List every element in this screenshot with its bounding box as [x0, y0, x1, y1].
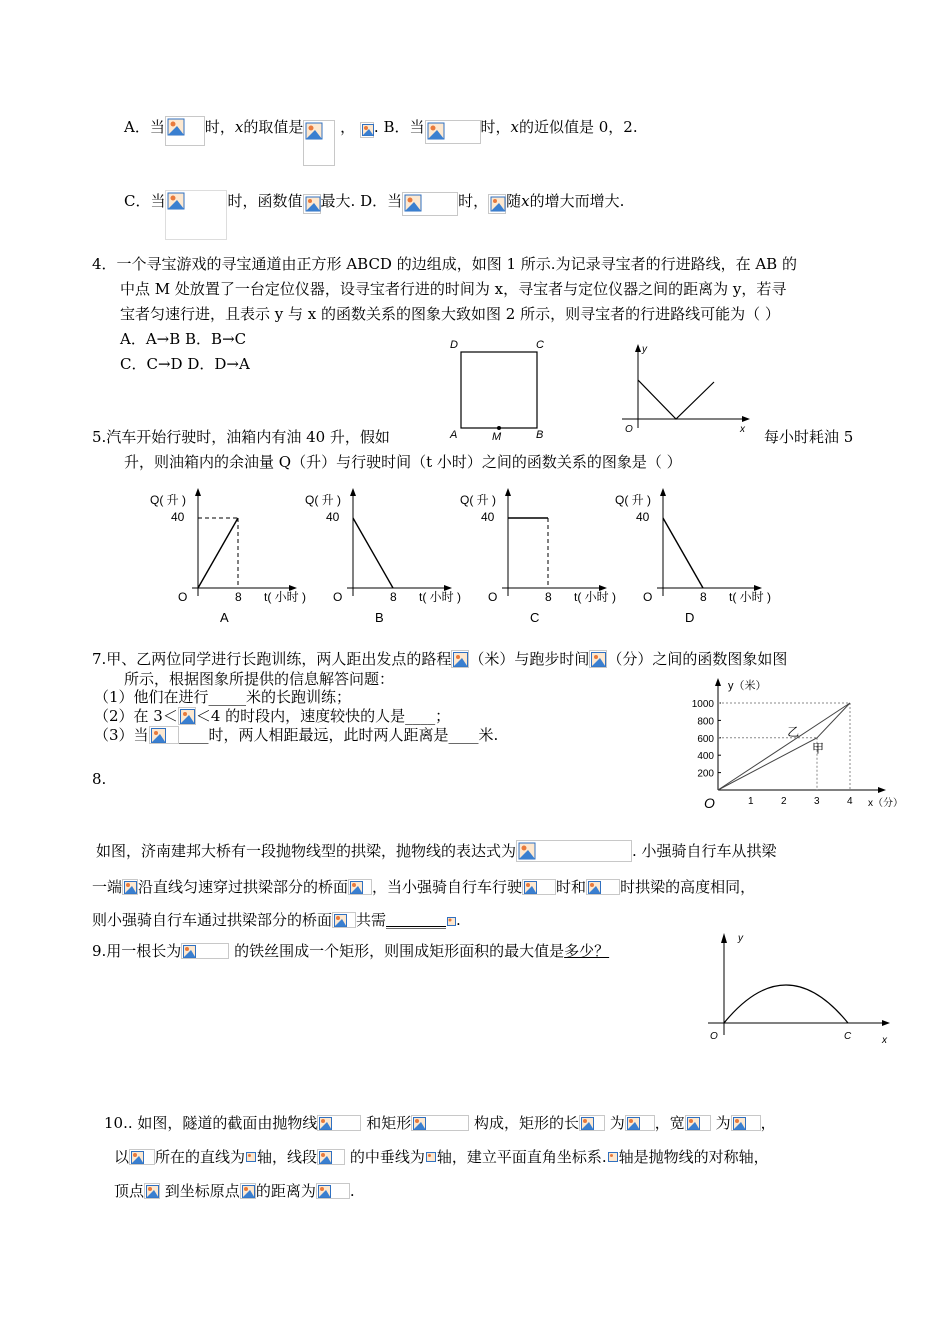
image-icon	[131, 1151, 144, 1164]
label-c: C	[844, 1031, 852, 1042]
q8-number: 8.	[92, 770, 107, 788]
graph-option-label: B	[375, 610, 384, 625]
y-arrow	[505, 488, 511, 496]
image-icon	[242, 1185, 255, 1198]
label-y: y	[738, 933, 743, 944]
q10-line1: 10.. 如图，隧道的截面由抛物线 和矩形 构成，矩形的长 为 ，宽 为 ，	[104, 1114, 776, 1132]
y-arrow	[350, 488, 356, 496]
image-icon	[146, 1185, 159, 1198]
q10-line2: 以 所在的直线为 轴，线段 的中垂线为 轴，建立平面直角坐标系. 轴是抛物线的对称轴，	[114, 1148, 769, 1166]
q7-chart	[686, 676, 916, 812]
graph-option-label: A	[220, 610, 229, 625]
image-icon	[588, 881, 601, 894]
image-icon	[305, 122, 323, 140]
formula-image	[303, 194, 321, 214]
q5-line1a: 5.汽车开始行驶时，油箱内有油 40 升，假如	[92, 428, 390, 446]
series-label-yi: 乙	[787, 725, 800, 740]
formula-image	[240, 1183, 256, 1199]
label-a: A	[450, 429, 458, 441]
x-tick-label: 2	[781, 796, 787, 807]
formula-image	[425, 120, 481, 144]
image-icon	[427, 122, 445, 140]
q7-sub1: （1）他们在进行_____米的长跑训练；	[94, 688, 352, 706]
formula-image	[685, 1115, 711, 1131]
formula-image	[446, 916, 456, 926]
image-icon	[334, 914, 347, 927]
label-o: O	[710, 1031, 718, 1042]
y-axis-label: Q( 升 )	[305, 493, 341, 507]
label-o: O	[625, 424, 633, 435]
image-icon	[426, 1152, 436, 1162]
image-icon	[518, 842, 536, 860]
y-arrow	[635, 344, 641, 352]
x-axis-label: t( 小时 )	[729, 590, 771, 604]
x-arrow	[742, 416, 750, 422]
function-line	[638, 380, 714, 419]
x-tick-label: 8	[700, 590, 707, 604]
image-icon	[151, 728, 166, 743]
x-tick-label: 4	[847, 796, 853, 807]
formula-image	[245, 1151, 257, 1163]
function-line	[353, 518, 393, 588]
q5-graphs	[140, 488, 790, 628]
y-tick-label: 40	[481, 510, 495, 524]
point-m	[497, 426, 501, 430]
formula-image	[360, 122, 374, 138]
image-icon	[490, 196, 506, 212]
label-x: x	[882, 1035, 887, 1046]
formula-image	[317, 1115, 361, 1131]
formula-image	[316, 1183, 350, 1199]
formula-image	[516, 840, 632, 862]
q7-sub3: （3）当 ____时，两人相距最远，此时两人距离是____米.	[94, 726, 499, 744]
q8-line1: 如图，济南建邦大桥有一段抛物线型的拱梁，抛物线的表达式为 . 小强骑自行车从拱梁	[96, 842, 777, 860]
formula-image	[451, 650, 469, 668]
q5-line1b: 每小时耗油 5	[764, 428, 854, 446]
x-tick-label: 1	[748, 796, 754, 807]
image-icon	[627, 1117, 640, 1130]
q5-graph-A	[150, 488, 306, 625]
label-m: M	[492, 431, 502, 443]
image-icon	[318, 1185, 331, 1198]
y-tick-label: 600	[697, 733, 714, 745]
formula-image	[488, 194, 506, 214]
q3-option-a: A．当 时，x的取值是 ， . B．当 时，x的近似值是 0，2.	[124, 116, 638, 166]
y-tick-label: 40	[171, 510, 185, 524]
q7-sub2: （2）在 3＜ ＜4 的时段内，速度较快的人是____；	[94, 707, 451, 725]
q4-line2: 中点 M 处放置了一台定位仪器，设寻宝者行进的时间为 x，寻宝者与定位仪器之间的距离为 y，若寻	[120, 280, 787, 298]
formula-image	[607, 1151, 619, 1163]
image-icon	[453, 652, 468, 667]
y-axis-label: Q( 升 )	[150, 493, 186, 507]
x-axis-label: x（分）	[868, 798, 903, 809]
x-arrow	[882, 1020, 890, 1026]
formula-image	[144, 1183, 160, 1199]
label-d: D	[450, 339, 458, 351]
y-tick-label: 200	[697, 768, 714, 780]
x-tick-label: 8	[545, 590, 552, 604]
q5-graph-D	[615, 488, 771, 625]
image-icon	[687, 1117, 700, 1130]
y-axis-label: y（米）	[728, 680, 767, 692]
image-icon	[124, 881, 137, 894]
q9-text: 9.用一根长为 的铁丝围成一个矩形，则围成矩形面积的最大值是多少？	[92, 942, 610, 960]
formula-image	[178, 707, 196, 725]
origin-label: O	[333, 590, 343, 604]
graph-option-label: D	[685, 610, 695, 625]
image-icon	[319, 1151, 332, 1164]
image-icon	[404, 194, 422, 212]
formula-image	[411, 1115, 469, 1131]
formula-image	[165, 116, 205, 146]
image-icon	[167, 192, 185, 210]
y-axis-label: Q( 升 )	[460, 493, 496, 507]
function-line	[663, 518, 703, 588]
q4-fig2	[618, 340, 758, 440]
q9-parabola-figure	[700, 925, 895, 1050]
q7-line1: 7.甲、乙两位同学进行长跑训练，两人距出发点的路程 （米）与跑步时间 （分）之间的函数图象如图	[92, 650, 788, 668]
x-axis-label: t( 小时 )	[419, 590, 461, 604]
y-tick-label: 40	[636, 510, 650, 524]
function-line	[198, 518, 238, 588]
y-arrow	[660, 488, 666, 496]
y-tick-label: 800	[697, 716, 714, 728]
q5-graph-B	[305, 488, 461, 625]
q10-line3: 顶点 到坐标原点 的距离为 .	[114, 1182, 355, 1200]
formula-image	[625, 1115, 655, 1131]
q4-line3: 宝者匀速行进，且表示 y 与 x 的函数关系的图象大致如图 2 所示，则寻宝者的行进路线可能为（ ）	[120, 305, 780, 323]
origin-label: O	[704, 795, 715, 811]
origin-label: O	[643, 590, 653, 604]
image-icon	[319, 1117, 332, 1130]
formula-image	[129, 1149, 155, 1165]
formula-image	[332, 912, 356, 928]
image-icon	[447, 917, 456, 926]
y-tick-label: 40	[326, 510, 340, 524]
label-b: B	[536, 429, 544, 441]
formula-image	[731, 1115, 761, 1131]
x-tick-label: 8	[390, 590, 397, 604]
formula-image	[303, 120, 335, 166]
y-arrow	[195, 488, 201, 496]
image-icon	[581, 1117, 594, 1130]
formula-image	[348, 879, 372, 895]
image-icon	[362, 124, 374, 136]
image-icon	[733, 1117, 746, 1130]
square-abcd-figure	[446, 334, 556, 444]
image-icon	[183, 945, 196, 958]
formula-image	[181, 943, 229, 959]
q8-line2: 一端 沿直线匀速穿过拱梁部分的桥面 ，当小强骑自行车行驶 时和 时拱梁的高度相同，	[92, 878, 756, 896]
image-icon	[167, 118, 185, 136]
q7-line2: 所示，根据图象所提供的信息解答问题：	[124, 670, 395, 688]
formula-image	[317, 1149, 345, 1165]
x-axis-label: t( 小时 )	[264, 590, 306, 604]
image-icon	[246, 1152, 256, 1162]
formula-image	[122, 879, 138, 895]
image-icon	[180, 709, 195, 724]
origin-label: O	[488, 590, 498, 604]
graph-option-label: C	[530, 610, 540, 625]
image-icon	[350, 881, 363, 894]
origin-label: O	[178, 590, 188, 604]
x-tick-label: 8	[235, 590, 242, 604]
formula-image	[589, 650, 607, 668]
parabola	[724, 985, 848, 1023]
series-label-jia: 甲	[812, 741, 825, 756]
q5-line2: 升，则油箱内的余油量 Q（升）与行驶时间（t 小时）之间的函数关系的图象是（ ）	[124, 453, 682, 471]
label-x: x	[740, 424, 745, 435]
q3-option-c: C．当 时，函数值 最大. D．当 时， 随x的增大而增大.	[124, 190, 624, 240]
y-axis-label: Q( 升 )	[615, 493, 651, 507]
q4-line1: 4．一个寻宝游戏的寻宝通道由正方形 ABCD 的边组成，如图 1 所示.为记录寻宝者的行进路线，在 AB 的	[92, 255, 797, 273]
y-tick-label: 1000	[691, 699, 714, 710]
q5-graph-C	[460, 488, 616, 625]
x-tick-label: 3	[814, 796, 820, 807]
x-axis-label: t( 小时 )	[574, 590, 616, 604]
q4-options-ab: A．A→B B．B→C	[120, 330, 247, 348]
image-icon	[608, 1152, 618, 1162]
q8-line3: 则小强骑自行车通过拱梁部分的桥面 共需________ .	[92, 911, 461, 929]
square	[461, 352, 537, 428]
image-icon	[591, 652, 606, 667]
q4-options-cd: C．C→D D．D→A	[120, 355, 250, 373]
label-y: y	[642, 344, 647, 355]
series-line-jia	[718, 703, 850, 790]
label-c: C	[536, 339, 544, 351]
formula-image	[149, 726, 179, 744]
formula-image	[579, 1115, 605, 1131]
image-icon	[305, 196, 321, 212]
formula-image	[165, 190, 227, 240]
image-icon	[413, 1117, 426, 1130]
formula-image	[425, 1151, 437, 1163]
formula-image	[522, 879, 556, 895]
formula-image	[586, 879, 620, 895]
y-tick-label: 400	[697, 751, 714, 763]
x-arrow	[878, 787, 886, 793]
y-arrow	[715, 678, 721, 686]
formula-image	[402, 192, 458, 216]
y-arrow	[721, 933, 727, 943]
image-icon	[524, 881, 537, 894]
